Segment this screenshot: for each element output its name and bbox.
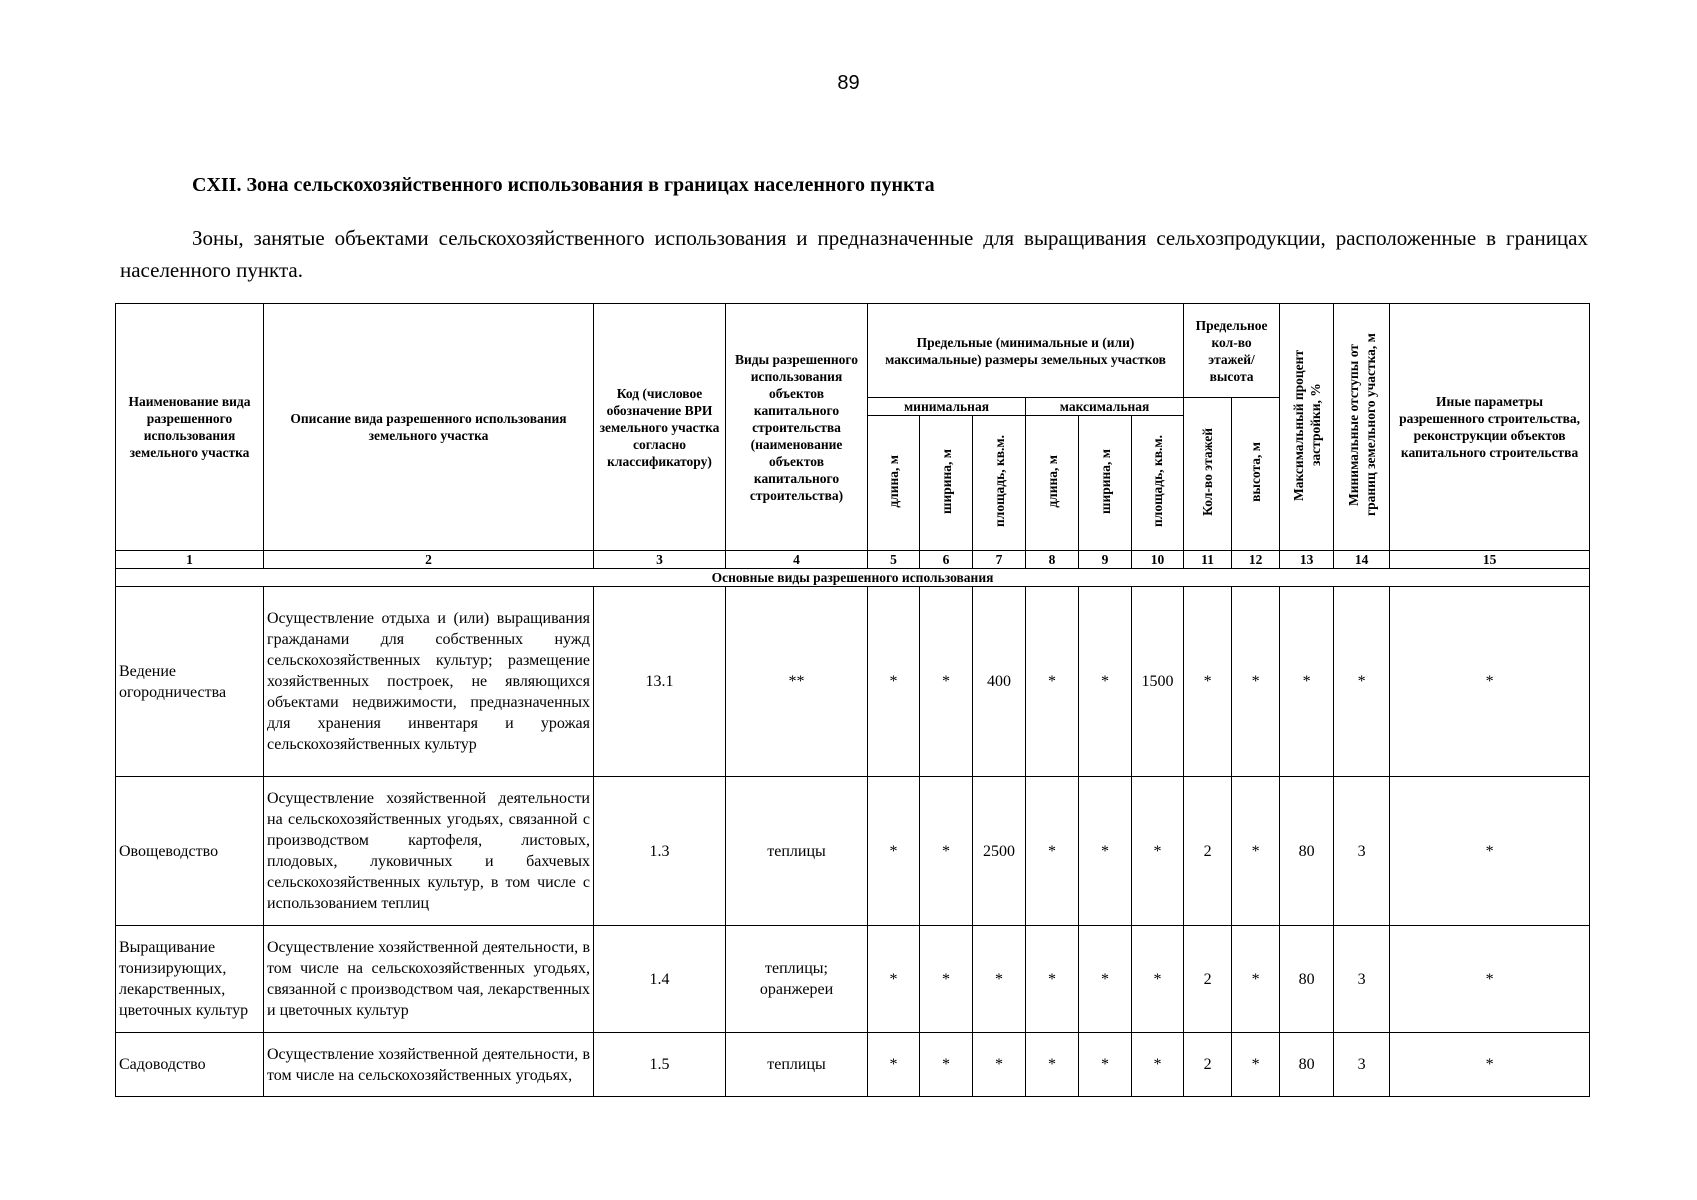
table-row xyxy=(116,1033,1590,1097)
max-length-value: * xyxy=(1026,587,1079,777)
column-number: 3 xyxy=(594,551,726,569)
floors-value: 2 xyxy=(1184,777,1232,926)
column-number: 10 xyxy=(1132,551,1184,569)
min-area-value: * xyxy=(973,926,1026,1033)
max-length-value: * xyxy=(1026,777,1079,926)
column-number: 2 xyxy=(264,551,594,569)
header-name: Наименование вида разрешенного использования земельного участка xyxy=(116,304,264,551)
min-area-value: 2500 xyxy=(973,777,1026,926)
header-max-width: ширина, м xyxy=(1079,416,1132,551)
table-row xyxy=(116,926,1590,1033)
column-number: 9 xyxy=(1079,551,1132,569)
column-number: 7 xyxy=(973,551,1026,569)
min-width-value: * xyxy=(920,926,973,1033)
percent-value: 80 xyxy=(1280,777,1334,926)
use-description: Осуществление хозяйственной деятельности, в том числе на сельскохозяйственных угодьях, связанной с производством чая, лекарственных и цветочных культур xyxy=(264,926,594,1033)
header-min-length: длина, м xyxy=(868,416,920,551)
min-width-value: * xyxy=(920,777,973,926)
min-length-value: * xyxy=(868,777,920,926)
section-label: Основные виды разрешенного использования xyxy=(116,569,1590,587)
max-width-value: * xyxy=(1079,1033,1132,1097)
use-name: Овощеводство xyxy=(116,777,264,926)
column-number: 13 xyxy=(1280,551,1334,569)
section-title: CXII. Зона сельскохозяйственного использования в границах населенного пункта xyxy=(192,174,935,196)
min-length-value: * xyxy=(868,926,920,1033)
use-code: 13.1 xyxy=(594,587,726,777)
max-width-value: * xyxy=(1079,926,1132,1033)
table-row xyxy=(116,777,1590,926)
regulations-table xyxy=(115,303,1590,1097)
use-objects: ** xyxy=(726,587,868,777)
use-code: 1.5 xyxy=(594,1033,726,1097)
column-number: 14 xyxy=(1334,551,1390,569)
use-description: Осуществление хозяйственной деятельности на сельскохозяйственных угодьях, связанной с производством картофеля, листовых, плодовых, луковичных и бахчевых сельскохозяйственных культур, в том числе с использованием теплиц xyxy=(264,777,594,926)
header-code: Код (числовое обозначение ВРИ земельного участка согласно классификатору) xyxy=(594,304,726,551)
min-length-value: * xyxy=(868,587,920,777)
header-min-width: ширина, м xyxy=(920,416,973,551)
height-value: * xyxy=(1232,777,1280,926)
column-number: 12 xyxy=(1232,551,1280,569)
header-maximal: максимальная xyxy=(1026,398,1184,416)
min-area-value: 400 xyxy=(973,587,1026,777)
percent-value: * xyxy=(1280,587,1334,777)
setback-value: * xyxy=(1334,587,1390,777)
max-length-value: * xyxy=(1026,1033,1079,1097)
other-value: * xyxy=(1390,1033,1590,1097)
height-value: * xyxy=(1232,926,1280,1033)
max-area-value: * xyxy=(1132,926,1184,1033)
column-number: 1 xyxy=(116,551,264,569)
use-objects: теплицы xyxy=(726,1033,868,1097)
min-width-value: * xyxy=(920,587,973,777)
header-min-setback: Минимальные отступы от границ земельного участка, м xyxy=(1334,304,1390,551)
use-description: Осуществление хозяйственной деятельности, в том числе на сельскохозяйственных угодьях, xyxy=(264,1033,594,1097)
max-width-value: * xyxy=(1079,587,1132,777)
max-area-value: * xyxy=(1132,777,1184,926)
other-value: * xyxy=(1390,777,1590,926)
use-objects: теплицы; оранжереи xyxy=(726,926,868,1033)
header-objects: Виды разрешенного использования объектов капитального строительства (наименование объектов капитального строительства) xyxy=(726,304,868,551)
header-sizes: Предельные (минимальные и (или) максимальные) размеры земельных участков xyxy=(868,304,1184,398)
use-name: Садоводство xyxy=(116,1033,264,1097)
column-number: 6 xyxy=(920,551,973,569)
max-area-value: 1500 xyxy=(1132,587,1184,777)
header-floors-height: Предельное кол-во этажей/ высота xyxy=(1184,304,1280,398)
height-value: * xyxy=(1232,1033,1280,1097)
column-number: 4 xyxy=(726,551,868,569)
header-height: высота, м xyxy=(1232,398,1280,551)
percent-value: 80 xyxy=(1280,1033,1334,1097)
other-value: * xyxy=(1390,587,1590,777)
max-area-value: * xyxy=(1132,1033,1184,1097)
use-code: 1.4 xyxy=(594,926,726,1033)
height-value: * xyxy=(1232,587,1280,777)
header-max-percent: Максимальный процент застройки, % xyxy=(1280,304,1334,551)
use-description: Осуществление отдыха и (или) выращивания гражданами для собственных нужд сельскохозяйственных культур; размещение хозяйственных построек, не являющихся объектами недвижимости, предназначенных для хранения инвентаря и урожая сельскохозяйственных культур xyxy=(264,587,594,777)
column-number: 15 xyxy=(1390,551,1590,569)
use-code: 1.3 xyxy=(594,777,726,926)
table-row xyxy=(116,587,1590,777)
header-description: Описание вида разрешенного использования земельного участка xyxy=(264,304,594,551)
header-max-length: длина, м xyxy=(1026,416,1079,551)
other-value: * xyxy=(1390,926,1590,1033)
use-name: Выращивание тонизирующих, лекарственных, цветочных культур xyxy=(116,926,264,1033)
min-width-value: * xyxy=(920,1033,973,1097)
use-name: Ведение огородничества xyxy=(116,587,264,777)
percent-value: 80 xyxy=(1280,926,1334,1033)
header-max-area: площадь, кв.м. xyxy=(1132,416,1184,551)
column-number: 8 xyxy=(1026,551,1079,569)
setback-value: 3 xyxy=(1334,1033,1390,1097)
setback-value: 3 xyxy=(1334,777,1390,926)
header-other: Иные параметры разрешенного строительства, реконструкции объектов капитального строительства xyxy=(1390,304,1590,551)
intro-paragraph: Зоны, занятые объектами сельскохозяйственного использования и предназначенные для выращивания сельхозпродукции, расположенные в границах населенного пункта. xyxy=(120,226,1588,282)
column-number-row xyxy=(116,551,1590,569)
floors-value: * xyxy=(1184,587,1232,777)
min-length-value: * xyxy=(868,1033,920,1097)
setback-value: 3 xyxy=(1334,926,1390,1033)
column-number: 5 xyxy=(868,551,920,569)
header-floors: Кол-во этажей xyxy=(1184,398,1232,551)
column-number: 11 xyxy=(1184,551,1232,569)
header-min-area: площадь, кв.м. xyxy=(973,416,1026,551)
header-minimal: минимальная xyxy=(868,398,1026,416)
floors-value: 2 xyxy=(1184,926,1232,1033)
max-width-value: * xyxy=(1079,777,1132,926)
page-number: 89 xyxy=(837,72,860,94)
min-area-value: * xyxy=(973,1033,1026,1097)
max-length-value: * xyxy=(1026,926,1079,1033)
floors-value: 2 xyxy=(1184,1033,1232,1097)
use-objects: теплицы xyxy=(726,777,868,926)
